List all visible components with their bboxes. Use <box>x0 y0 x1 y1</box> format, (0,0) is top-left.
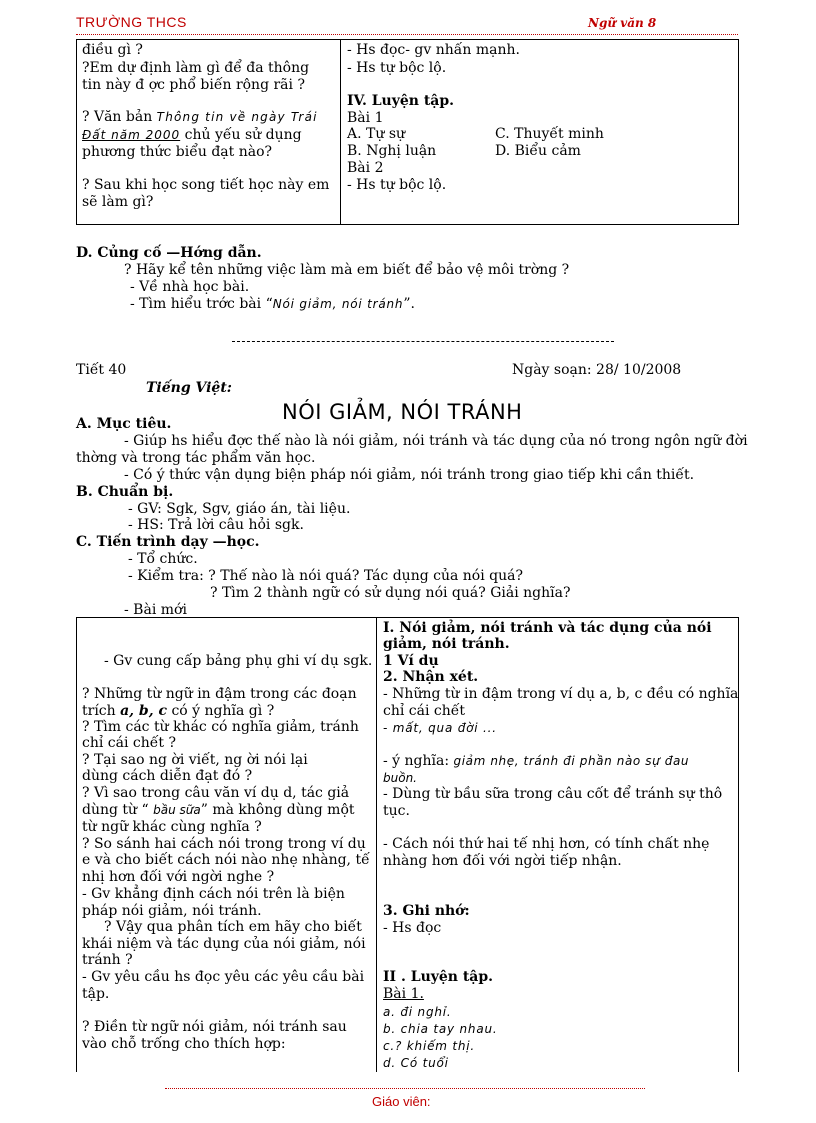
t2-left-line: vào chỗ trống cho thích hợp: <box>82 1036 286 1052</box>
table-1-divider <box>340 39 341 224</box>
t2-right-line: - Cách nói thứ hai tế nhị hơn, có tính chất nhẹ <box>383 836 710 852</box>
lesson-title: NÓI GIẢM, NÓI TRÁNH <box>282 400 523 424</box>
t2-left-line: pháp nói giảm, nói tránh. <box>82 903 262 919</box>
t2-left-line: dùng cách diễn đạt đó ? <box>82 768 253 784</box>
section-b-line: - GV: Sgk, Sgv, giáo án, tài liệu. <box>128 501 351 517</box>
t1-option-a: A. Tự sự <box>347 126 406 142</box>
t2-left-line <box>82 703 274 719</box>
section-separator <box>232 341 614 342</box>
t1-left-line: tin này đ ợc phổ biến rộng rãi ? <box>82 77 305 93</box>
t1-section-heading: IV. Luyện tập. <box>347 93 455 109</box>
t2-left-line: ? Điền từ ngữ nói giảm, nói tránh sau <box>82 1019 347 1035</box>
t2-left-text: trích <box>82 703 121 719</box>
t2-right-line: nhàng hơn đối với ngời tiếp nhận. <box>383 853 622 869</box>
t2-right-line: - Dùng từ bầu sữa trong câu cốt để tránh sự thô <box>383 786 723 802</box>
t2-answer-a: a. đi nghỉ. <box>383 1005 452 1019</box>
t2-answer-c: c.? khiếm thị. <box>383 1039 476 1053</box>
cungco-text-end: ”. <box>403 296 415 312</box>
cungco-line: ? Hãy kể tên những việc làm mà em biết để bảo vệ môi trờng ? <box>124 262 570 278</box>
t2-ghinho: 3. Ghi nhớ: <box>383 903 470 919</box>
t1-left-line: ? Sau khi học song tiết học này em <box>82 177 330 193</box>
t2-left-line: chỉ cái chết ? <box>82 735 176 751</box>
t1-bai1: Bài 1 <box>347 110 384 126</box>
lesson-number: Tiết 40 <box>76 362 127 378</box>
t2-left-line: ? Vì sao trong câu văn ví dụ d, tác giả <box>82 785 350 801</box>
t1-right-line: - Hs tự bộc lộ. <box>347 60 447 76</box>
t2-left-line: tránh ? <box>82 952 133 968</box>
t2-vidu: 1 Ví dụ <box>383 653 439 669</box>
section-c-line: ? Tìm 2 thành ngữ có sử dụng nói quá? Giải nghĩa? <box>210 585 571 601</box>
t2-right-italic: giảm nhẹ, tránh đi phần nào sự đau <box>453 754 690 768</box>
t2-right-italic: - mất, qua đời ... <box>383 721 497 735</box>
t2-bai1: Bài 1. <box>383 986 424 1002</box>
t2-right-line: - Những từ in đậm trong ví dụ a, b, c đều có nghĩa <box>383 686 739 702</box>
header-divider <box>76 34 738 35</box>
t2-right-line: tục. <box>383 803 410 819</box>
t1-left-line: điều gì ? <box>82 42 143 58</box>
t1-left-line <box>82 127 302 143</box>
cungco-lesson-name: Nói giảm, nói tránh <box>272 297 404 311</box>
t2-left-text: dùng từ “ <box>82 802 154 818</box>
section-a-heading: A. Mục tiêu. <box>76 416 172 432</box>
t1-left-line: sẽ làm gì? <box>82 194 154 210</box>
t1-left-line: phương thức biểu đạt nào? <box>82 144 273 160</box>
cungco-heading: D. Củng cố —Hớng dẫn. <box>76 245 262 261</box>
section-c-line: - Bài mới <box>124 602 187 618</box>
t2-heading: I. Nói giảm, nói tránh và tác dụng của nói <box>383 620 712 636</box>
t2-left-line: nhị hơn đối với ngời nghe ? <box>82 869 275 885</box>
t2-right-line: chỉ cái chết <box>383 703 465 719</box>
section-b-line: - HS: Trả lời câu hỏi sgk. <box>128 517 304 533</box>
t2-nhanxet: 2. Nhận xét. <box>383 669 479 685</box>
t2-hsdoc: - Hs đọc <box>383 920 442 936</box>
t1-bai2: Bài 2 <box>347 160 384 176</box>
t1-left-question <box>82 109 318 125</box>
t2-left-bold: a, b, c <box>120 703 167 719</box>
footer-divider <box>165 1088 645 1089</box>
t2-left-text: ” mà không dùng một <box>200 802 355 818</box>
section-c-heading: C. Tiến trình dạy —học. <box>76 534 260 550</box>
t2-left-line: - Gv yêu cầu hs đọc yêu các yêu cầu bài <box>82 969 365 985</box>
t1-left-line: ?Em dự định làm gì để đa thông <box>82 60 310 76</box>
school-name: TRƯỜNG THCS <box>76 14 187 30</box>
section-c-line: - Kiểm tra: ? Thế nào là nói quá? Tác dụng của nói quá? <box>128 568 523 584</box>
t2-right-text: - ý nghĩa: <box>383 753 454 769</box>
t1-bai2-answer: - Hs tự bộc lộ. <box>347 177 447 193</box>
t2-left-line: tập. <box>82 986 110 1002</box>
t2-left-line: - Gv khẳng định cách nói trên là biện <box>82 886 345 902</box>
section-a-line: thờng và trong tác phẩm văn học. <box>76 450 316 466</box>
t2-left-text: có ý nghĩa gì ? <box>167 703 275 719</box>
t1-option-b: B. Nghị luận <box>347 143 437 159</box>
section-b-heading: B. Chuẩn bị. <box>76 484 174 500</box>
t1-option-c: C. Thuyết minh <box>495 126 604 142</box>
lesson-date: Ngày soạn: 28/ 10/2008 <box>512 362 682 378</box>
t2-left-line: ? Tại sao ng ời viết, ng ời nói lại <box>82 752 308 768</box>
t1-right-line: - Hs đọc- gv nhấn mạnh. <box>347 42 520 58</box>
t2-left-italic: bầu sữa <box>153 803 201 817</box>
t2-answer-b: b. chia tay nhau. <box>383 1022 498 1036</box>
cungco-text: - Tìm hiểu trớc bài “ <box>130 296 273 312</box>
subject-name: Ngữ văn 8 <box>588 16 657 30</box>
t2-left-line: ? Những từ ngữ in đậm trong các đoạn <box>82 686 357 702</box>
t2-left-line <box>82 802 355 818</box>
t2-left-line: - Gv cung cấp bảng phụ ghi ví dụ sgk. <box>104 653 373 669</box>
teacher-label: Giáo viên: <box>372 1094 431 1109</box>
section-a-line: - Có ý thức vận dụng biện pháp nói giảm, nói tránh trong giao tiếp khi cần thiết. <box>124 467 695 483</box>
t2-left-line: ? Tìm các từ khác có nghĩa giảm, tránh <box>82 719 359 735</box>
cungco-line <box>130 296 415 312</box>
t2-left-line: ? Vậy qua phân tích em hãy cho biết <box>104 919 362 935</box>
t2-left-line: khái niệm và tác dụng của nói giảm, nói <box>82 936 366 952</box>
section-a-line: - Giúp hs hiểu đợc thế nào là nói giảm, nói tránh và tác dụng của nó trong ngôn ngữ đời <box>124 433 748 449</box>
t1-question-title: Thông tin về ngày Trái <box>156 110 318 124</box>
t2-heading: giảm, nói tránh. <box>383 636 510 652</box>
lesson-subject: Tiếng Việt: <box>146 380 232 396</box>
cungco-line: - Về nhà học bài. <box>130 279 250 295</box>
t2-left-line: e và cho biết cách nói nào nhẹ nhàng, tế <box>82 852 370 868</box>
t2-right-line <box>383 753 689 769</box>
t2-left-line: từ ngữ khác cùng nghĩa ? <box>82 819 262 835</box>
t2-luyentap: II . Luyện tập. <box>383 969 494 985</box>
t1-option-d: D. Biểu cảm <box>495 143 581 159</box>
t1-question-title-end: Đất năm 2000 <box>82 128 181 142</box>
t1-question-text: ? Văn bản <box>82 109 153 125</box>
section-c-line: - Tổ chức. <box>128 551 198 567</box>
t2-left-line: ? So sánh hai cách nói trong trong ví dụ <box>82 836 366 852</box>
table-2-divider <box>376 617 377 1072</box>
t1-question-text: chủ yếu sử dụng <box>184 127 302 143</box>
t2-answer-d: d. Có tuổi <box>383 1056 449 1070</box>
t2-right-italic: buồn. <box>383 771 417 785</box>
